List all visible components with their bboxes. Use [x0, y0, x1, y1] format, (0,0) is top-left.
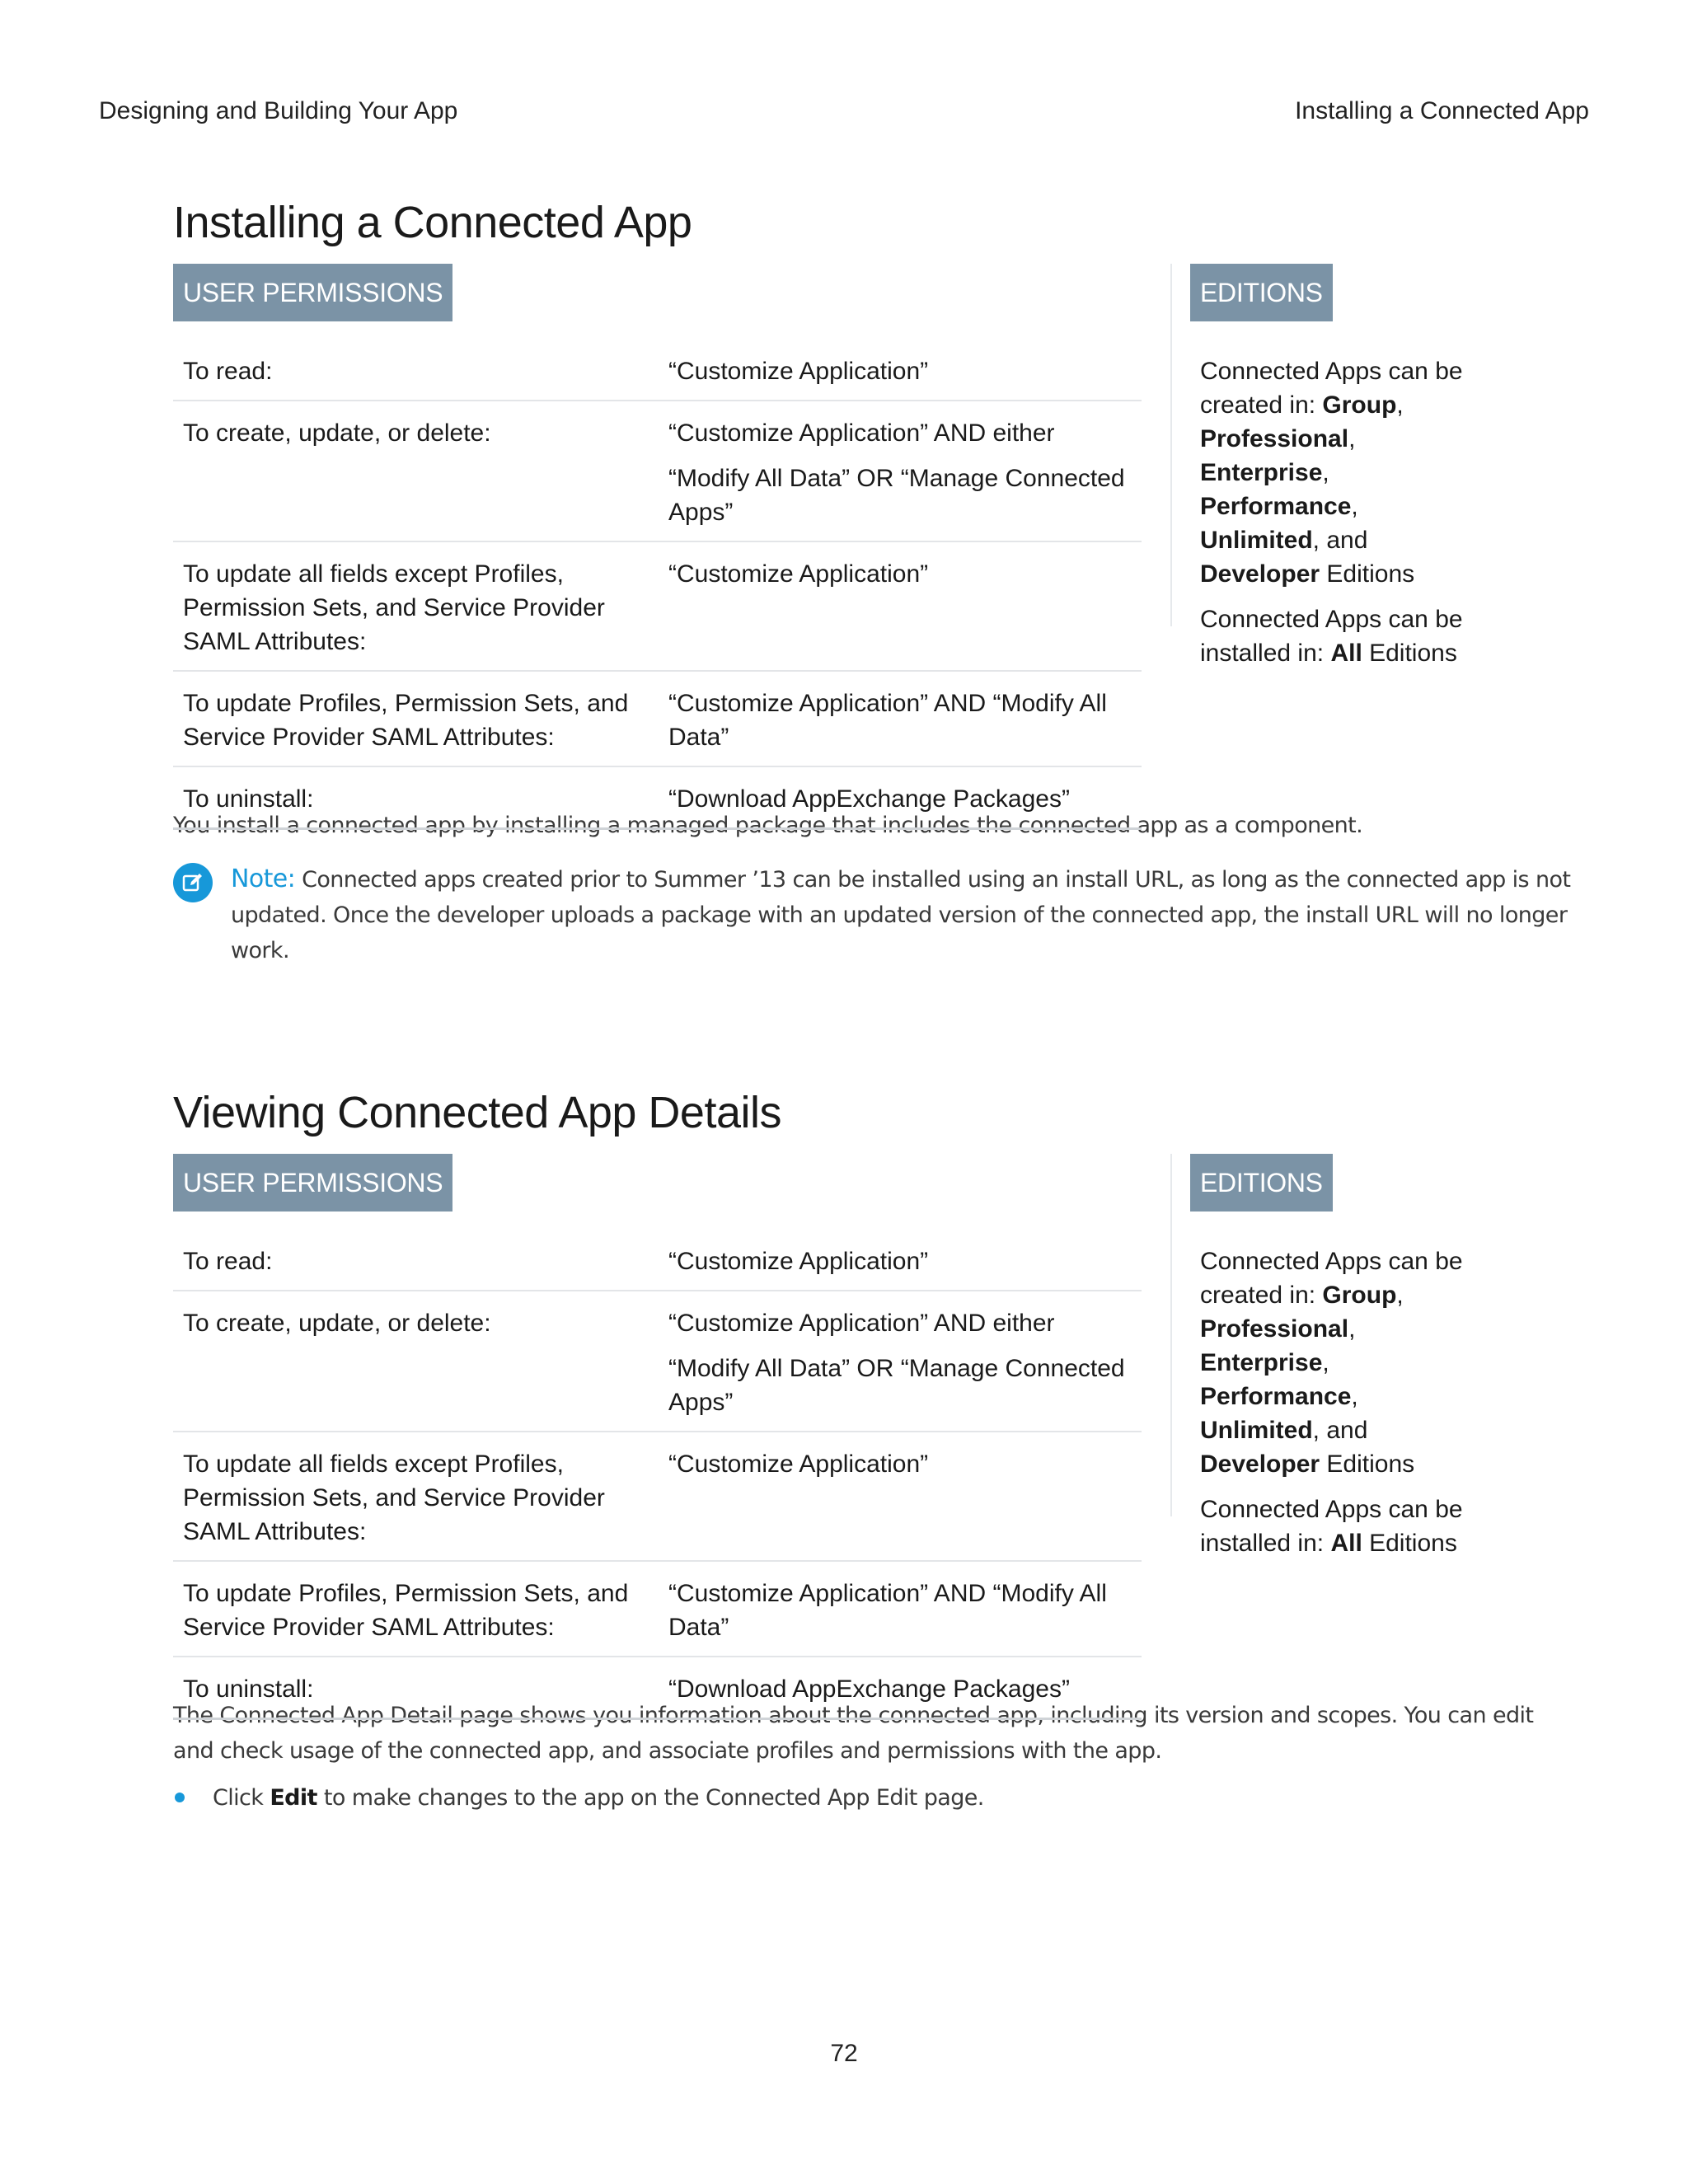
permissions-block — [173, 264, 1574, 813]
body-paragraph: The Connected App Detail page shows you information about the connected app, including its version and scopes. You can edit and check usage of the connected app, and associate profiles and permissions with the app. — [173, 1703, 1534, 1764]
table-row — [173, 671, 1142, 766]
permission-required-extra: “Modify All Data” OR “Manage Connected Apps” — [668, 465, 1125, 526]
editions-created: Connected Apps can be created in: Group, Professional, Enterprise, Performance, Unlimited, and Developer Editions — [1200, 1248, 1463, 1478]
table-row — [173, 1230, 1142, 1291]
section-title: Viewing Connected App Details — [173, 1088, 781, 1137]
table-row — [173, 1657, 1142, 1719]
column-divider — [1170, 1154, 1172, 1516]
user-permissions-panel — [173, 1154, 1142, 1720]
permission-required: “Customize Application” AND either — [668, 1310, 1055, 1337]
permission-action: To create, update, or delete: — [173, 1291, 659, 1432]
user-permissions-tag: USER PERMISSIONS — [173, 264, 452, 321]
editions-text — [1190, 1230, 1487, 1560]
table-row — [173, 766, 1142, 829]
section-viewing-details — [173, 1080, 1574, 1816]
edit-keyword: Edit — [270, 1785, 317, 1811]
permission-action: To read: — [173, 340, 659, 401]
permission-required-extra: “Modify All Data” OR “Manage Connected Apps” — [668, 1355, 1125, 1416]
permission-required: “Customize Application” — [659, 340, 1142, 401]
table-row — [173, 340, 1142, 401]
running-header-chapter: Designing and Building Your App — [99, 97, 458, 124]
permission-required: “Customize Application” AND “Modify All Data” — [659, 1561, 1142, 1657]
editions-panel — [1190, 1154, 1487, 1572]
editions-installed: Connected Apps can be installed in: All Editions — [1200, 606, 1463, 667]
permission-action: To update Profiles, Permission Sets, and Service Provider SAML Attributes: — [173, 671, 659, 766]
permissions-table — [173, 1230, 1142, 1720]
note-label: Note: — [231, 865, 296, 893]
table-row — [173, 1561, 1142, 1657]
page-number: 72 — [830, 2040, 858, 2067]
editions-tag: EDITIONS — [1190, 1154, 1333, 1212]
permission-action: To uninstall: — [173, 766, 659, 829]
editions-text — [1190, 340, 1487, 670]
permission-required: “Customize Application” — [659, 1432, 1142, 1561]
permissions-table — [173, 340, 1142, 830]
section-title: Installing a Connected App — [173, 198, 692, 247]
permission-action: To update all fields except Profiles, Permission Sets, and Service Provider SAML Attributes: — [173, 1432, 659, 1561]
note-callout — [173, 861, 1574, 968]
running-header — [99, 97, 1589, 130]
bullet-icon — [175, 1793, 185, 1802]
table-row — [173, 1432, 1142, 1561]
note-text: Connected apps created prior to Summer ’13 can be installed using an install URL, as long as the connected app is not updated. Once the developer uploads a package with an updated version of the connected app, the install URL will no longer work. — [231, 867, 1571, 963]
permissions-block — [173, 1154, 1574, 1703]
user-permissions-panel — [173, 264, 1142, 830]
permission-action: To read: — [173, 1230, 659, 1291]
permission-action: To update all fields except Profiles, Permission Sets, and Service Provider SAML Attributes: — [173, 541, 659, 671]
table-row — [173, 1291, 1142, 1432]
editions-created: Connected Apps can be created in: Group, Professional, Enterprise, Performance, Unlimited, and Developer Editions — [1200, 358, 1463, 588]
user-permissions-tag: USER PERMISSIONS — [173, 1154, 452, 1212]
body-paragraph: You install a connected app by installing a managed package that includes the connected app as a component. — [173, 813, 1363, 838]
permission-required: “Customize Application” AND “Modify All Data” — [659, 671, 1142, 766]
permission-required: “Customize Application” — [659, 541, 1142, 671]
permission-action: To update Profiles, Permission Sets, and Service Provider SAML Attributes: — [173, 1561, 659, 1657]
table-row — [173, 541, 1142, 671]
section-installing — [173, 190, 1574, 968]
editions-panel — [1190, 264, 1487, 682]
permission-required: “Customize Application” — [659, 1230, 1142, 1291]
note-icon — [173, 863, 213, 902]
list-item: Click Edit to make changes to the app on the Connected App Edit page. — [173, 1780, 1574, 1816]
table-row — [173, 401, 1142, 541]
permission-required: “Download AppExchange Packages” — [659, 1657, 1142, 1719]
editions-tag: EDITIONS — [1190, 264, 1333, 321]
editions-installed: Connected Apps can be installed in: All Editions — [1200, 1496, 1463, 1557]
permission-action: To create, update, or delete: — [173, 401, 659, 541]
permission-action: To uninstall: — [173, 1657, 659, 1719]
column-divider — [1170, 264, 1172, 626]
permission-required-cell — [659, 1291, 1142, 1432]
permission-required-cell — [659, 401, 1142, 541]
permission-required: “Customize Application” AND either — [668, 419, 1055, 447]
permission-required: “Download AppExchange Packages” — [659, 766, 1142, 829]
running-header-section: Installing a Connected App — [1295, 97, 1589, 124]
